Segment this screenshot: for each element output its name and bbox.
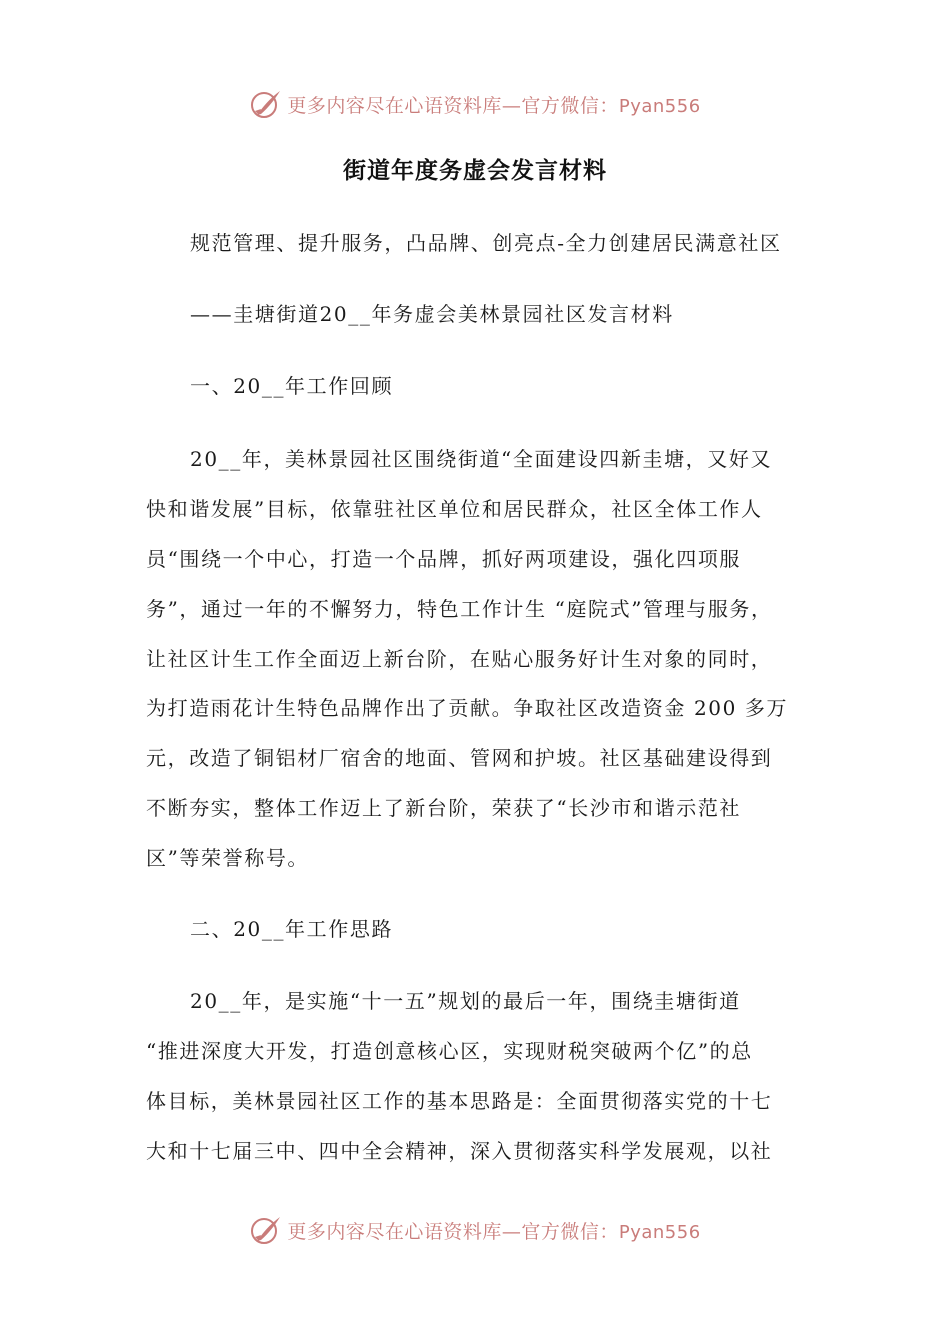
banner-text: 更多内容尽在心语资料库—官方微信：Pyan556 — [287, 1220, 701, 1243]
quill-logo-icon — [249, 87, 283, 121]
paragraph-line: 务”，通过一年的不懈努力，特色工作计生 “庭院式”管理与服务， — [146, 597, 773, 621]
paragraph-line: 员“围绕一个中心，打造一个品牌，抓好两项建设，强化四项服 — [146, 547, 742, 571]
paragraph-line: 元，改造了铜铝材厂宿舍的地面、管网和护坡。社区基础建设得到 — [146, 746, 773, 770]
paragraph-line: 20__年，美林景园社区围绕街道“全面建设四新圭塘，又好又 — [190, 447, 773, 471]
paragraph-line: “推进深度大开发，打造创意核心区，实现财税突破两个亿”的总 — [146, 1039, 753, 1063]
section-1-heading: 一、20__年工作回顾 — [190, 374, 394, 398]
section-2-heading: 二、20__年工作思路 — [190, 917, 394, 941]
banner-account: Pyan556 — [618, 1221, 701, 1243]
quill-logo-icon — [249, 1213, 283, 1247]
banner-account: Pyan556 — [618, 95, 701, 117]
paragraph-line: 为打造雨花计生特色品牌作出了贡献。争取社区改造资金 200 多万 — [146, 696, 789, 720]
paragraph-line: 让社区计生工作全面迈上新台阶，在贴心服务好计生对象的同时， — [146, 647, 773, 671]
paragraph-line: 20__年，是实施“十一五”规划的最后一年，围绕圭塘街道 — [190, 989, 741, 1013]
paragraph-line: 区”等荣誉称号。 — [146, 846, 310, 870]
byline: ——圭塘街道20__年务虚会美林景园社区发言材料 — [190, 302, 674, 326]
banner-text: 更多内容尽在心语资料库—官方微信：Pyan556 — [287, 94, 701, 117]
paragraph-line: 体目标，美林景园社区工作的基本思路是：全面贯彻落实党的十七 — [146, 1089, 773, 1113]
footer-banner — [0, 1210, 950, 1250]
paragraph-line: 不断夯实，整体工作迈上了新台阶，荣获了“长沙市和谐示范社 — [146, 796, 742, 820]
paragraph-line: 大和十七届三中、四中全会精神，深入贯彻落实科学发展观，以社 — [146, 1139, 773, 1163]
paragraph-line: 快和谐发展”目标，依靠驻社区单位和居民群众，社区全体工作人 — [146, 497, 763, 521]
document-title: 街道年度务虚会发言材料 — [343, 158, 607, 184]
header-banner — [0, 84, 950, 124]
subtitle: 规范管理、提升服务，凸品牌、创亮点-全力创建居民满意社区 — [190, 231, 782, 255]
